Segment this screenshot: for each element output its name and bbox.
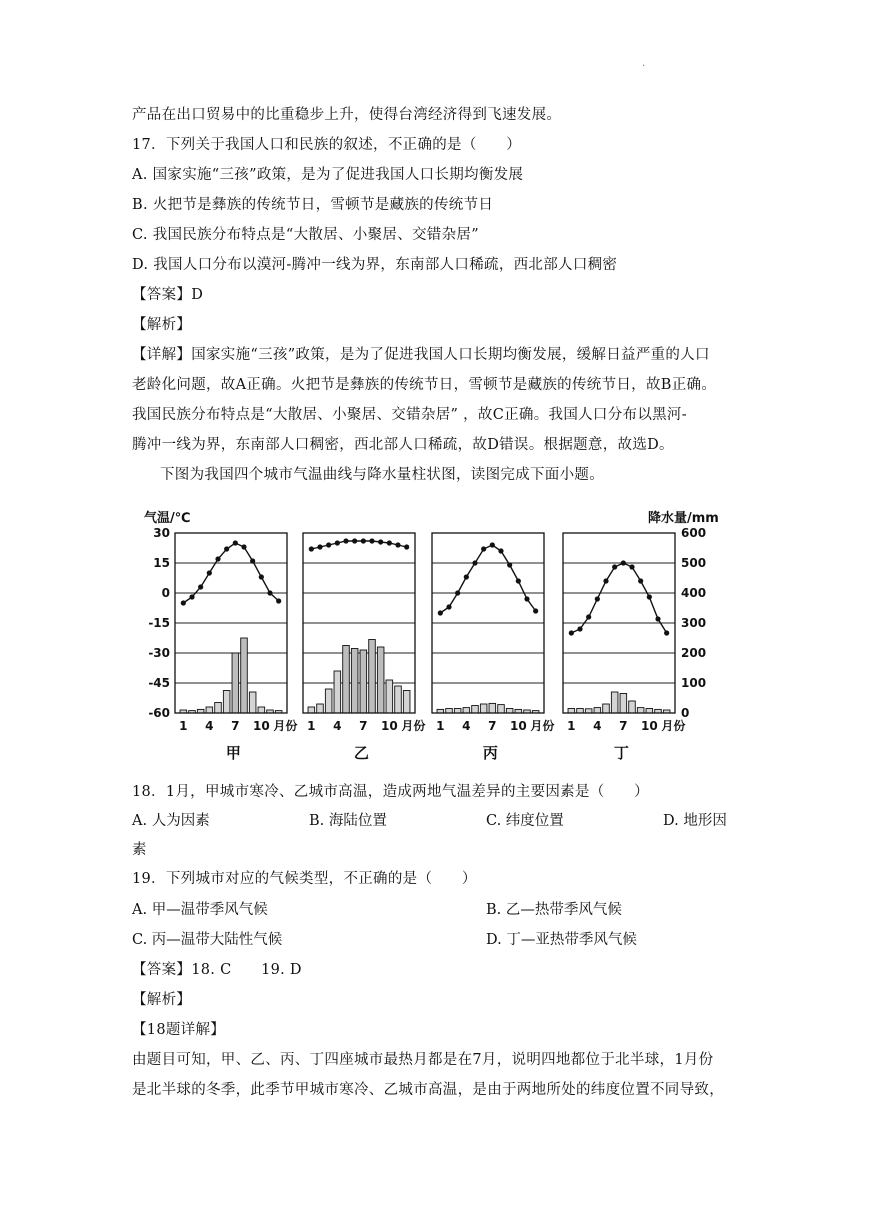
precip-bar [258,707,265,713]
temp-tick-label: -15 [148,616,170,630]
option-17-d: D. 我国人口分布以漠河-腾冲一线为界，东南部人口稀疏，西北部人口稠密 [132,257,618,273]
temp-point [198,584,203,589]
temp-point [638,578,643,583]
month-unit-label: 月份 [401,719,426,733]
answer-18-19: 【答案】18. C 19. D [132,962,302,978]
temp-tick-label: -60 [148,706,170,720]
precip-bar [446,709,453,714]
precip-bar [489,703,496,713]
temp-point [181,600,186,605]
temp-point [259,574,264,579]
option-19-a: A. 甲—温带季风气候 [132,902,268,918]
temp-point [629,564,634,569]
precip-bar [629,701,636,713]
temp-point [524,596,529,601]
precip-bar [577,709,584,714]
option-19-b: B. 乙—热带季风气候 [486,902,622,918]
temp-point [446,604,451,609]
analysis-heading-17: 【解析】 [132,317,192,333]
option-17-b: B. 火把节是彝族的传统节日，雪顿节是藏族的传统节日 [132,197,494,213]
month-tick-label: 10 [380,719,398,733]
question-18: 18．1月，甲城市寒冷、乙城市高温，造成两地气温差异的主要因素是（ ） [132,784,649,800]
month-unit-label: 月份 [661,719,686,733]
question-17: 17．下列关于我国人口和民族的叙述，不正确的是（ ） [132,137,522,153]
temp-point [586,614,591,619]
temp-tick-label: -45 [148,676,170,690]
month-tick-label: 1 [436,719,445,733]
temp-point [438,610,443,615]
precip-bar [506,709,513,714]
temp-point [267,590,272,595]
option-17-c: C. 我国民族分布特点是“大散居、小聚居、交错杂居” [132,227,479,243]
month-tick-label: 7 [359,719,368,733]
precip-bar [343,646,350,714]
temp-point [241,544,246,549]
precip-tick-label: 600 [681,526,707,540]
precip-bar [377,647,384,713]
precip-axis-label: 降水量/mm [648,511,719,526]
temp-point [612,564,617,569]
precip-bar [463,708,470,713]
explanation-17-line-4: 腾冲一线为界，东南部人口稠密，西北部人口稀疏，故D错误。根据题意，故选D。 [132,437,674,453]
temp-point [533,608,538,613]
chart-intro: 下图为我国四个城市气温曲线与降水量柱状图，读图完成下面小题。 [160,467,604,483]
page-mark: . [642,58,646,69]
city-name: 丁 [613,744,629,762]
temp-point [569,630,574,635]
precip-bar [351,649,358,714]
precip-bar [369,640,376,714]
precip-bar [232,653,239,713]
month-tick-label: 10 [640,719,658,733]
precip-bar [472,706,479,714]
detail-heading-18: 【18题详解】 [132,1022,226,1038]
precip-tick-label: 300 [681,616,707,630]
temp-point [317,544,322,549]
temp-point [215,556,220,561]
month-tick-label: 10 [252,719,270,733]
month-tick-label: 4 [205,719,214,733]
precip-tick-label: 400 [681,586,707,600]
option-19-d: D. 丁—亚热带季风气候 [486,932,637,948]
temp-point [352,538,357,543]
month-tick-label: 10 [509,719,527,733]
precip-bar [637,708,644,713]
month-tick-label: 4 [462,719,471,733]
temp-tick-label: 30 [153,526,170,540]
precip-bar [403,691,410,714]
temp-point [250,558,255,563]
city-name: 甲 [225,744,241,762]
precip-bar [325,689,332,713]
temp-point [455,590,460,595]
temp-point [516,578,521,583]
text-line-1: 产品在出口贸易中的比重稳步上升，使得台湾经济得到飞速发展。 [132,107,562,123]
temp-point [343,538,348,543]
temp-curve [440,545,535,613]
temp-tick-label: 15 [153,556,170,570]
month-tick-label: 7 [619,719,628,733]
temp-point [498,548,503,553]
precip-bar [308,707,315,713]
temp-point [224,546,229,551]
temp-point [387,540,392,545]
temp-curve [183,543,278,603]
temp-point [395,542,400,547]
precip-bar [611,692,618,713]
month-unit-label: 月份 [273,719,298,733]
precip-bar [480,704,487,713]
question-19: 19．下列城市对应的气候类型，不正确的是（ ） [132,871,477,887]
city-name: 丙 [482,744,498,762]
explanation-17-line-1: 【详解】国家实施“三孩”政策，是为了促进我国人口长期均衡发展，缓解日益严重的人口 [132,347,710,363]
temp-point [335,540,340,545]
precip-bar [498,705,505,713]
temp-point [404,544,409,549]
month-tick-label: 1 [179,719,188,733]
precip-bar [646,709,653,714]
temp-point [655,616,660,621]
option-18-d: D. 地形因 [663,813,727,829]
month-tick-label: 1 [567,719,576,733]
temp-axis-label: 气温/℃ [144,511,191,526]
temp-point [369,538,374,543]
precip-tick-label: 100 [681,676,707,690]
precip-bar [594,708,601,713]
precip-bar [249,692,256,713]
analysis-heading-18-19: 【解析】 [132,992,192,1008]
month-tick-label: 7 [231,719,240,733]
option-18-c: C. 纬度位置 [486,813,564,829]
precip-bar [386,680,393,713]
month-tick-label: 1 [307,719,316,733]
explanation-18-line-2: 是北半球的冬季，此季节甲城市寒冷、乙城市高温，是由于两地所处的纬度位置不同导致， [132,1082,724,1098]
temp-point [595,596,600,601]
answer-17: 【答案】D [132,287,204,303]
temp-point [378,539,383,544]
precip-bar [395,686,402,713]
temp-tick-label: -30 [148,646,170,660]
precip-bar [317,704,324,713]
temp-point [603,578,608,583]
explanation-17-line-2: 老龄化问题，故A正确。火把节是彝族的传统节日，雪顿节是藏族的传统节日，故B正确。 [132,377,717,393]
precip-bar [215,703,222,714]
temp-point [207,570,212,575]
climate-chart-svg [138,500,728,765]
precip-bar [603,704,610,713]
precip-tick-label: 500 [681,556,707,570]
option-17-a: A. 国家实施“三孩”政策，是为了促进我国人口长期均衡发展 [132,167,524,183]
precip-bar [454,709,461,714]
explanation-18-line-1: 由题目可知，甲、乙、丙、丁四座城市最热月都是在7月，说明四地都位于北半球，1月份 [132,1052,714,1068]
precip-bar [206,707,213,713]
precip-bar [620,694,627,714]
temp-point [577,626,582,631]
month-tick-label: 4 [333,719,342,733]
temp-point [276,598,281,603]
precip-bar [241,638,248,713]
month-tick-label: 4 [593,719,602,733]
precip-tick-label: 0 [681,706,690,720]
temp-point [464,574,469,579]
option-19-c: C. 丙—温带大陆性气候 [132,932,283,948]
temp-point [189,594,194,599]
city-name: 乙 [353,744,369,762]
option-18-b: B. 海陆位置 [309,813,387,829]
temp-point [233,540,238,545]
temp-tick-label: 0 [161,586,170,600]
precip-bar [223,691,230,714]
temp-point [361,538,366,543]
option-18-a: A. 人为因素 [132,813,210,829]
temp-point [490,542,495,547]
temp-point [309,546,314,551]
temp-point [507,562,512,567]
explanation-17-line-3: 我国民族分布特点是“大散居、小聚居、交错杂居” ，故C正确。我国人口分布以黑河- [132,407,687,423]
temp-point [647,594,652,599]
precip-bar [360,650,367,713]
option-18-d-continued: 素 [132,842,147,858]
temp-point [664,630,669,635]
precip-bar [568,709,575,714]
month-unit-label: 月份 [530,719,555,733]
precip-bar [334,671,341,713]
temp-point [472,560,477,565]
climate-chart [138,500,728,765]
precip-tick-label: 200 [681,646,707,660]
temp-curve [311,541,406,549]
temp-point [621,560,626,565]
temp-point [481,546,486,551]
temp-point [326,542,331,547]
month-tick-label: 7 [488,719,497,733]
